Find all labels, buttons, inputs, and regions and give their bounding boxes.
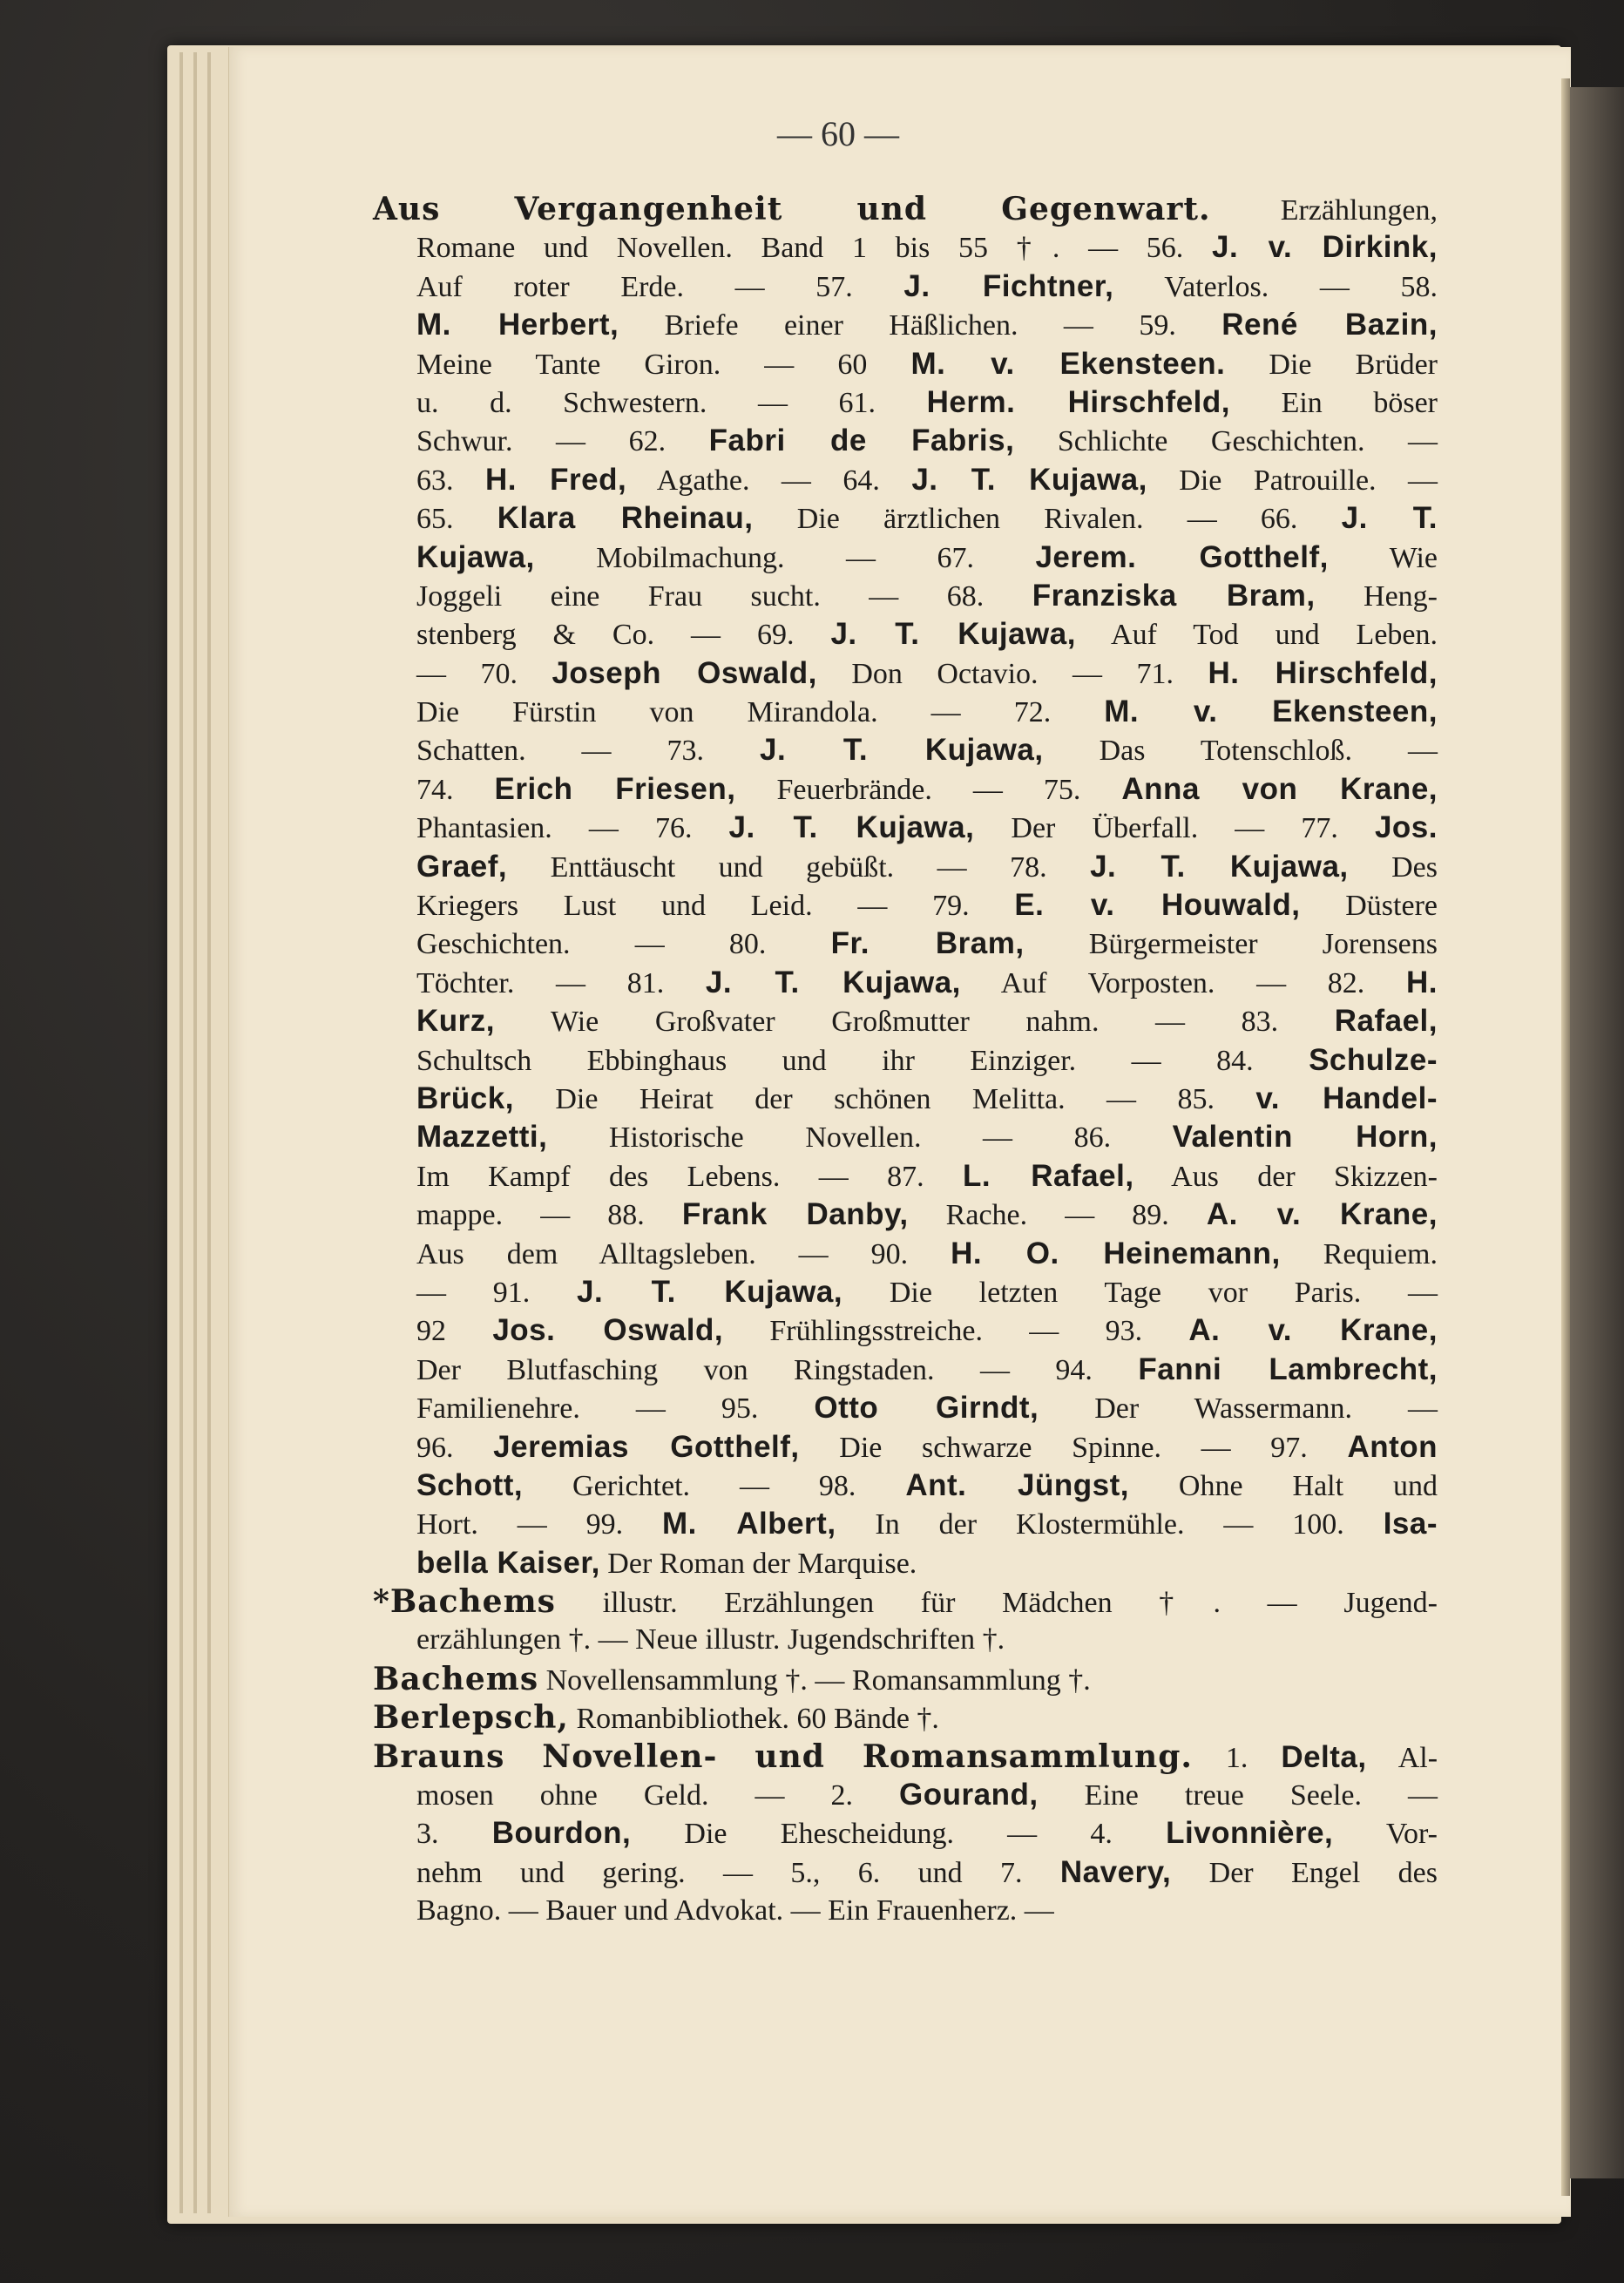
entry-text: Wie xyxy=(1328,541,1438,574)
entry-text: Bürgermeister Jorensens xyxy=(1024,928,1438,961)
author-name: H. O. Heinemann, xyxy=(951,1236,1281,1270)
author-name: Frank Danby, xyxy=(681,1197,909,1232)
entry-text: Ohne Halt und xyxy=(1129,1469,1438,1502)
entry-text: Meine Tante Giron. — 60 xyxy=(416,348,911,381)
text-line xyxy=(416,268,1438,306)
entry-text: Die Ehescheidung. — 4. xyxy=(631,1818,1167,1851)
author-name: René Bazin, xyxy=(1221,308,1438,342)
author-name: J. T. Kujawa, xyxy=(760,733,1044,768)
text-line xyxy=(416,1389,1438,1427)
author-name: H. xyxy=(1406,965,1438,999)
entry-text: Der Überfall. — 77. xyxy=(974,812,1375,845)
author-name: Jos. xyxy=(1374,810,1438,845)
author-name: M. v. Ekensteen. xyxy=(910,346,1226,381)
author-name: M. v. Ekensteen, xyxy=(1104,694,1438,729)
author-name: L. Rafael, xyxy=(963,1158,1134,1193)
text-line xyxy=(373,1660,1438,1698)
author-name: H. Fred, xyxy=(484,462,627,497)
author-name: J. v. Dirkink, xyxy=(1212,230,1438,265)
author-name: Anton xyxy=(1347,1429,1438,1464)
entry-text: 63. xyxy=(416,464,485,497)
entry-text: Das Totenschloß. — xyxy=(1043,735,1438,768)
entry-text: Die ärztlichen Rivalen. — 66. xyxy=(753,503,1342,536)
author-name: J. T. Kujawa, xyxy=(1090,849,1349,884)
entry-text: Phantasien. — 76. xyxy=(416,812,729,845)
text-line xyxy=(416,1041,1438,1080)
entry-text: Briefe einer Häßlichen. — 59. xyxy=(619,309,1222,342)
text-line xyxy=(416,925,1438,963)
entry-text: — 91. xyxy=(416,1276,577,1309)
author-name: Jos. Oswald, xyxy=(492,1313,724,1348)
text-line xyxy=(416,1002,1438,1040)
author-name: Anna von Krane, xyxy=(1121,771,1438,806)
text-line xyxy=(416,499,1438,538)
entry-text: Requiem. xyxy=(1280,1237,1438,1270)
entry-text: Feuerbrände. — 75. xyxy=(735,773,1122,806)
author-name: J. Fichtner, xyxy=(903,268,1114,303)
entry-text: 74. xyxy=(416,773,495,806)
entry-text: stenberg & Co. — 69. xyxy=(416,619,831,652)
text-line xyxy=(416,1544,1438,1582)
series-heading: Aus Vergangenheit und Gegenwart. xyxy=(373,191,1211,227)
entry-text: Frühlingsstreiche. — 93. xyxy=(723,1315,1189,1348)
author-name: Navery, xyxy=(1059,1854,1172,1889)
text-line xyxy=(416,345,1438,383)
entry-text: Rache. — 89. xyxy=(908,1199,1207,1232)
author-name: A. v. Krane, xyxy=(1188,1313,1438,1348)
text-line xyxy=(416,577,1438,615)
author-name: Fr. Bram, xyxy=(830,926,1025,961)
entry-text: illustr. Erzählungen für Mädchen †. — Jugend- xyxy=(555,1587,1438,1620)
entry-text: Erzählungen, xyxy=(1210,194,1438,227)
text-line xyxy=(416,228,1438,267)
entry-text: Die letzten Tage vor Paris. — xyxy=(842,1276,1438,1309)
entry-text: Agathe. — 64. xyxy=(626,464,912,497)
entry-text: Schultsch Ebbinghaus und ihr Einziger. — 84. xyxy=(416,1044,1309,1077)
entry-text: nehm und gering. — 5., 6. und 7. xyxy=(416,1856,1060,1889)
entry-text: 65. xyxy=(416,503,497,536)
entry-text: Auf roter Erde. — 57. xyxy=(416,270,904,303)
entry-text: Al- xyxy=(1366,1741,1438,1774)
author-name: Brück, xyxy=(416,1081,514,1115)
page-number-wrap xyxy=(0,113,1624,154)
text-line xyxy=(416,1621,1438,1659)
page-edge xyxy=(179,52,183,2213)
author-name: Erich Friesen, xyxy=(494,771,736,806)
text-line xyxy=(416,848,1438,886)
entry-text: Schlichte Geschichten. — xyxy=(1014,425,1438,458)
text-line xyxy=(416,1196,1438,1234)
author-name: M. Albert, xyxy=(662,1507,836,1541)
entry-text: Familienehre. — 95. xyxy=(416,1392,815,1426)
series-heading: *Bachems xyxy=(373,1583,556,1621)
entry-text: Auf Vorposten. — 82. xyxy=(960,966,1406,999)
entry-text: Töchter. — 81. xyxy=(416,966,706,999)
entry-text: 92 xyxy=(416,1315,493,1348)
author-name: Fabri de Fabris, xyxy=(708,423,1015,458)
entry-text: Der Roman der Marquise. xyxy=(599,1547,917,1580)
author-name: Ant. Jüngst, xyxy=(905,1467,1129,1502)
entry-text: In der Klostermühle. — 100. xyxy=(836,1508,1384,1541)
text-line xyxy=(416,1118,1438,1156)
entry-text: Schatten. — 73. xyxy=(416,735,761,768)
entry-text: — 70. xyxy=(416,657,552,690)
author-name: H. Hirschfeld, xyxy=(1208,655,1438,690)
text-line xyxy=(416,964,1438,1002)
entry-text: Der Wassermann. — xyxy=(1039,1392,1438,1426)
entry-text: Ein böser xyxy=(1230,386,1438,419)
text-line xyxy=(416,1892,1438,1930)
entry-text: Heng- xyxy=(1315,579,1438,613)
series-heading: Bachems xyxy=(373,1660,539,1697)
author-name: Livonnière, xyxy=(1166,1816,1334,1851)
author-name: Joseph Oswald, xyxy=(551,655,817,690)
author-name: A. v. Krane, xyxy=(1206,1197,1438,1232)
author-name: Isa- xyxy=(1383,1507,1438,1541)
text-line xyxy=(416,383,1438,422)
text-line xyxy=(373,190,1438,228)
series-heading: Brauns Novellen- und Romansammlung. xyxy=(373,1738,1193,1775)
text-line xyxy=(373,1738,1438,1776)
text-line xyxy=(373,1698,1438,1737)
author-name: Klara Rheinau, xyxy=(497,501,754,536)
entry-text: 96. xyxy=(416,1431,494,1464)
author-name: v. Handel- xyxy=(1255,1081,1438,1115)
entry-text: Hort. — 99. xyxy=(416,1508,662,1541)
text-line xyxy=(416,809,1438,847)
text-line xyxy=(416,1080,1438,1118)
entry-text: Bagno. — Bauer und Advokat. — Ein Frauenherz. — xyxy=(416,1894,1054,1927)
author-name: Delta, xyxy=(1281,1739,1367,1774)
text-line xyxy=(416,654,1438,693)
author-name: Kujawa, xyxy=(416,539,535,574)
author-name: bella Kaiser, xyxy=(416,1545,600,1580)
page-number: — 60 — xyxy=(777,114,899,153)
text-line xyxy=(416,1311,1438,1350)
entry-text: Wie Großvater Großmutter nahm. — 83. xyxy=(495,1006,1335,1039)
entry-text: Joggeli eine Frau sucht. — 68. xyxy=(416,579,1032,613)
author-name: J. T. Kujawa, xyxy=(728,810,975,845)
author-name: Herm. Hirschfeld, xyxy=(926,384,1230,419)
entry-text: Die Fürstin von Mirandola. — 72. xyxy=(416,696,1105,729)
text-line xyxy=(416,1467,1438,1505)
entry-text: Die Patrouille. — xyxy=(1147,464,1438,497)
text-line xyxy=(416,886,1438,925)
text-line xyxy=(416,422,1438,460)
entry-text: Vaterlos. — 58. xyxy=(1113,270,1438,303)
entry-text: Geschichten. — 80. xyxy=(416,928,831,961)
entry-text: Der Engel des xyxy=(1171,1856,1438,1889)
author-name: M. Herbert, xyxy=(416,308,619,342)
text-line xyxy=(416,1235,1438,1273)
entry-text: Novellensammlung †. — Romansammlung †. xyxy=(538,1663,1091,1697)
text-line xyxy=(416,731,1438,769)
text-line xyxy=(416,306,1438,344)
catalog-text xyxy=(373,190,1438,1931)
author-name: Jerem. Gotthelf, xyxy=(1035,539,1329,574)
entry-text: Romane und Novellen. Band 1 bis 55 †. — 56. xyxy=(416,232,1212,265)
facing-page-edge xyxy=(1570,87,1624,2178)
text-line xyxy=(416,1273,1438,1311)
author-name: Otto Girndt, xyxy=(814,1391,1039,1426)
text-line xyxy=(373,1582,1438,1621)
entry-text: Die Brüder xyxy=(1225,348,1438,381)
text-line xyxy=(416,1157,1438,1196)
text-line xyxy=(416,1428,1438,1467)
author-name: Franziska Bram, xyxy=(1032,578,1316,613)
entry-text: Düstere xyxy=(1300,890,1438,923)
series-heading: Berlepsch, xyxy=(373,1699,569,1737)
text-line xyxy=(416,770,1438,809)
entry-text: Aus dem Alltagsleben. — 90. xyxy=(416,1237,951,1270)
author-name: Bourdon, xyxy=(491,1816,632,1851)
entry-text: mappe. — 88. xyxy=(416,1199,682,1232)
entry-text: Die schwarze Spinne. — 97. xyxy=(799,1431,1348,1464)
entry-text: u. d. Schwestern. — 61. xyxy=(416,386,927,419)
author-name: Schott, xyxy=(416,1467,524,1502)
author-name: J. T. Kujawa, xyxy=(830,617,1076,652)
entry-text: Gerichtet. — 98. xyxy=(523,1469,906,1502)
entry-text: Kriegers Lust und Leid. — 79. xyxy=(416,890,1015,923)
page-edge xyxy=(193,52,197,2213)
text-line xyxy=(416,461,1438,499)
entry-text: Der Blutfasching von Ringstaden. — 94. xyxy=(416,1353,1139,1386)
author-name: Schulze- xyxy=(1309,1042,1438,1077)
book-gutter xyxy=(1561,78,1570,2196)
author-name: Mazzetti, xyxy=(416,1120,548,1155)
author-name: J. T. xyxy=(1341,501,1438,536)
author-name: Jeremias Gotthelf, xyxy=(493,1429,800,1464)
entry-text: Des xyxy=(1348,850,1438,884)
entry-text: Mobilmachung. — 67. xyxy=(534,541,1036,574)
author-name: Rafael, xyxy=(1334,1004,1438,1039)
entry-text: Romanbibliothek. 60 Bände †. xyxy=(568,1703,939,1736)
author-name: Kurz, xyxy=(416,1004,495,1039)
text-line xyxy=(416,1351,1438,1389)
text-line xyxy=(416,1776,1438,1814)
author-name: J. T. Kujawa, xyxy=(705,965,961,999)
entry-text: Enttäuscht und gebüßt. — 78. xyxy=(507,850,1091,884)
entry-text: Historische Novellen. — 86. xyxy=(547,1121,1173,1155)
entry-text: Aus der Skizzen- xyxy=(1133,1160,1438,1193)
author-name: E. v. Houwald, xyxy=(1014,888,1301,923)
author-name: Graef, xyxy=(416,849,508,884)
entry-text: Auf Tod und Leben. xyxy=(1075,619,1438,652)
text-line xyxy=(416,615,1438,654)
entry-text: Schwur. — 62. xyxy=(416,425,709,458)
text-line xyxy=(416,693,1438,731)
entry-text: 1. xyxy=(1192,1741,1282,1774)
entry-text: Die Heirat der schönen Melitta. — 85. xyxy=(513,1082,1256,1115)
entry-text: Eine treue Seele. — xyxy=(1038,1779,1438,1812)
entry-text: Don Octavio. — 71. xyxy=(816,657,1208,690)
entry-text: erzählungen †. — Neue illustr. Jugendschriften †. xyxy=(416,1623,1005,1656)
text-line xyxy=(416,539,1438,577)
author-name: J. T. Kujawa, xyxy=(911,462,1147,497)
page-edge xyxy=(207,52,211,2213)
entry-text: 3. xyxy=(416,1818,492,1851)
author-name: Fanni Lambrecht, xyxy=(1138,1352,1438,1386)
text-line xyxy=(416,1505,1438,1543)
entry-text: Im Kampf des Lebens. — 87. xyxy=(416,1160,964,1193)
text-line xyxy=(416,1814,1438,1853)
author-name: J. T. Kujawa, xyxy=(576,1274,843,1309)
entry-text: Vor- xyxy=(1333,1818,1438,1851)
author-name: Gourand, xyxy=(899,1778,1039,1812)
text-line xyxy=(416,1853,1438,1892)
author-name: Valentin Horn, xyxy=(1172,1120,1438,1155)
entry-text: mosen ohne Geld. — 2. xyxy=(416,1779,900,1812)
